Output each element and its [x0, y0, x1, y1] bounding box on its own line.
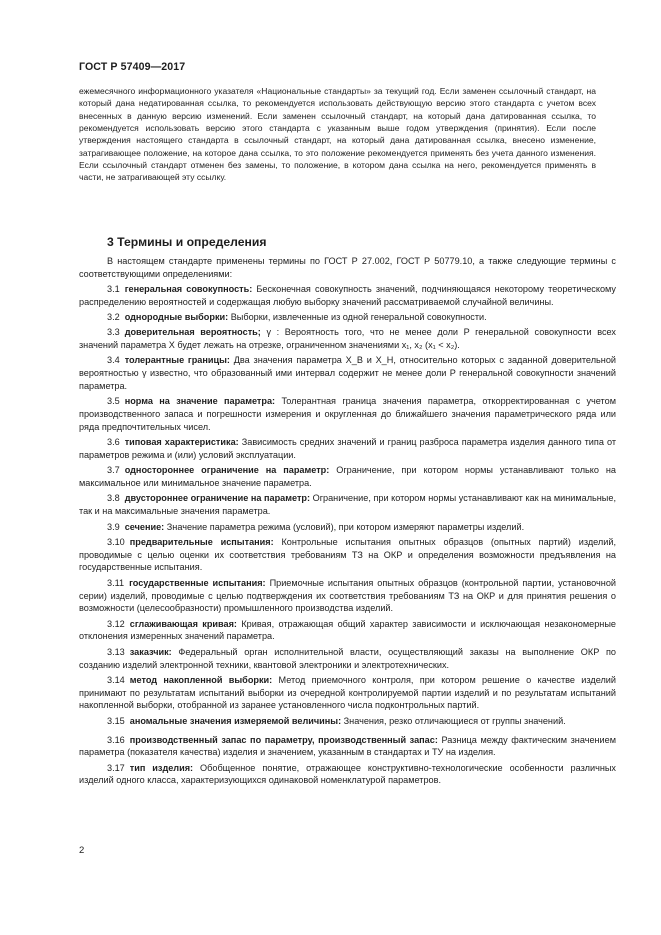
term-text: Два значения параметра X_B и X_H, относительно которых с заданной доверительной вероятностью γ известно, что образованный ими интервал содержит не менее доли P генеральной совокупности значений параметра.: [79, 355, 616, 392]
term-definition: [79, 311, 616, 324]
term-definition: [79, 646, 616, 672]
term-text: : Вероятность того, что не менее доли P генеральной совокупности всех значений параметра X будет лежать на отрезке, ограниченном значениями x₁, x₂ (x₁ < x₂).: [79, 327, 616, 351]
section-body: [79, 255, 616, 787]
term-text: Значения, резко отличающиеся от группы значений.: [343, 715, 566, 726]
term-name: предварительные испытания:: [129, 536, 274, 547]
term-text: Федеральный орган исполнительной власти, осуществляющий заказы на выполнение ОКР по созданию изделий электронной техники, квантовой электроники и электротехнических.: [79, 646, 616, 670]
term-text: Ограничение, при котором нормы устанавливают как на минимальные, так и на максимальные значения параметра.: [79, 493, 616, 517]
term-number: 3.1: [107, 284, 120, 295]
term-definition: [79, 436, 616, 462]
term-text: Выборки, извлеченные из одной генеральной совокупности.: [230, 312, 487, 323]
term-text: Кривая, отражающая общий характер зависимости и исключающая незакономерные отклонения измеренных значений параметра.: [79, 618, 616, 642]
term-definition: [79, 395, 616, 434]
intro-paragraph: ежемесячного информационного указателя «Национальные стандарты» за текущий год. Если заменен ссылочный стандарт, на который дана недатированная ссылка, то рекомендуется использовать действующую версию этого стандарта с учетом всех внесенных в данную версию изменений. Если заменен ссылочный стандарт, на который дана датированная ссылка, то рекомендуется использовать версию этого стандарта с указанным выше годом утверждения (принятия). Если после утверждения настоящего стандарта в ссылочный стандарт, на который дана датированная ссылка, внесено изменение, затрагивающее положение, на которое дана ссылка, то это положение рекомендуется применять без учета данного изменения. Если ссылочный стандарт отменен без замены, то положение, в котором дана ссылка на него, рекомендуется применять в части, не затрагивающей эту ссылку.: [79, 86, 596, 183]
term-definition: [79, 521, 616, 534]
term-number: 3.10: [107, 536, 125, 547]
term-text: Зависимость средних значений и границ разброса параметра изделия данного типа от параметров режима и (или) условий эксплуатации.: [79, 437, 616, 461]
term-symbol: γ: [260, 327, 277, 338]
term-name: толерантные границы:: [124, 355, 230, 366]
section-title: 3 Термины и определения: [107, 235, 267, 249]
term-number: 3.3: [107, 327, 120, 338]
page-number: 2: [79, 845, 85, 856]
term-name: двустороннее ограничение на параметр:: [124, 493, 311, 504]
term-name: генеральная совокупность:: [124, 284, 253, 295]
term-definition: [79, 354, 616, 393]
section-lead: В настоящем стандарте применены термины по ГОСТ Р 27.002, ГОСТ Р 50779.10, а также следующие термины с соответствующими определениями:: [79, 256, 616, 279]
term-name: сглаживающая кривая:: [129, 618, 237, 629]
term-definition: [79, 464, 616, 490]
term-name: заказчик:: [129, 646, 172, 657]
term-number: 3.16: [107, 734, 125, 745]
term-number: 3.12: [107, 618, 125, 629]
term-definition: [79, 536, 616, 575]
term-number: 3.7: [107, 465, 120, 476]
term-text: Ограничение, при котором нормы устанавливают только на максимальное или минимальное значение параметра.: [79, 465, 616, 489]
term-number: 3.6: [107, 437, 120, 448]
term-definition: [79, 734, 616, 760]
term-number: 3.2: [107, 312, 120, 323]
term-number: 3.11: [107, 577, 125, 588]
term-text: Приемочные испытания опытных образцов (контрольной партии, установочной серии) изделий, проводимые с целью подтверждения их соответствия требованиям ТЗ на ОКР и для принятия решения о возможности (целесообразности) промышленного производства изделий.: [79, 577, 616, 614]
term-number: 3.4: [107, 355, 120, 366]
term-name: тип изделия:: [129, 762, 194, 773]
term-name: производственный запас по параметру, производственный запас:: [129, 734, 438, 745]
term-text: Толерантная граница значения параметра, откорректированная с учетом производственного запаса и погрешности измерения и округленная до ближайшего значения параметрического ряда или ряда предпочтительных чисел.: [79, 396, 616, 433]
term-name: сечение:: [124, 521, 165, 532]
term-definition: [79, 715, 616, 728]
term-name: норма на значение параметра:: [124, 396, 276, 407]
term-definition: [79, 762, 616, 788]
document-header: ГОСТ Р 57409—2017: [79, 61, 186, 73]
term-definition: [79, 283, 616, 309]
term-name: однородные выборки:: [124, 312, 229, 323]
term-number: 3.14: [107, 674, 125, 685]
term-number: 3.15: [107, 715, 125, 726]
term-name: метод накопленной выборки:: [129, 674, 273, 685]
term-definition: [79, 618, 616, 644]
term-text: Обобщенное понятие, отражающее конструктивно-технологические особенности различных изделий одного класса, характеризующихся одинаковой номенклатурой параметров.: [79, 762, 616, 786]
term-number: 3.13: [107, 646, 125, 657]
term-definition: [79, 577, 616, 616]
term-text: Метод приемочного контроля, при котором решение о качестве изделий принимают по результатам испытаний выборки из очередной контролируемой партии изделий и по результатам испытаний накопленной выборки, отобранной из заранее установленного числа подконтрольных партий.: [79, 674, 616, 711]
term-name: государственные испытания:: [129, 577, 266, 588]
term-text: Бесконечная совокупность значений, подчиняющаяся некоторому теоретическому распределению вероятностей и содержащая любую выборку значений рассматриваемой случайной величины.: [79, 284, 616, 307]
term-text: Разница между фактическим значением параметра (показателя качества) изделия и значением, указанным в стандартах и ТУ на изделия.: [79, 734, 617, 758]
term-number: 3.9: [107, 521, 120, 532]
term-name: аномальные значения измеряемой величины:: [129, 715, 342, 726]
term-text: Значение параметра режима (условий), при котором измеряют параметры изделий.: [166, 521, 525, 532]
term-number: 3.17: [107, 762, 125, 773]
term-name: доверительная вероятность;: [124, 327, 261, 338]
term-definition: [79, 674, 616, 713]
term-name: типовая характеристика:: [124, 437, 239, 448]
term-definition: [79, 492, 616, 518]
term-definition: [79, 326, 616, 352]
terms-list: [79, 283, 616, 787]
term-number: 3.5: [107, 396, 120, 407]
term-text: Контрольные испытания опытных образцов (опытных партий) изделий, проводимые с целью оценки их соответствия требованиям ТЗ на ОКР и определения возможности предъявления на государственные испытания.: [79, 536, 616, 573]
term-name: одностороннее ограничение на параметр:: [124, 465, 330, 476]
term-number: 3.8: [107, 493, 120, 504]
